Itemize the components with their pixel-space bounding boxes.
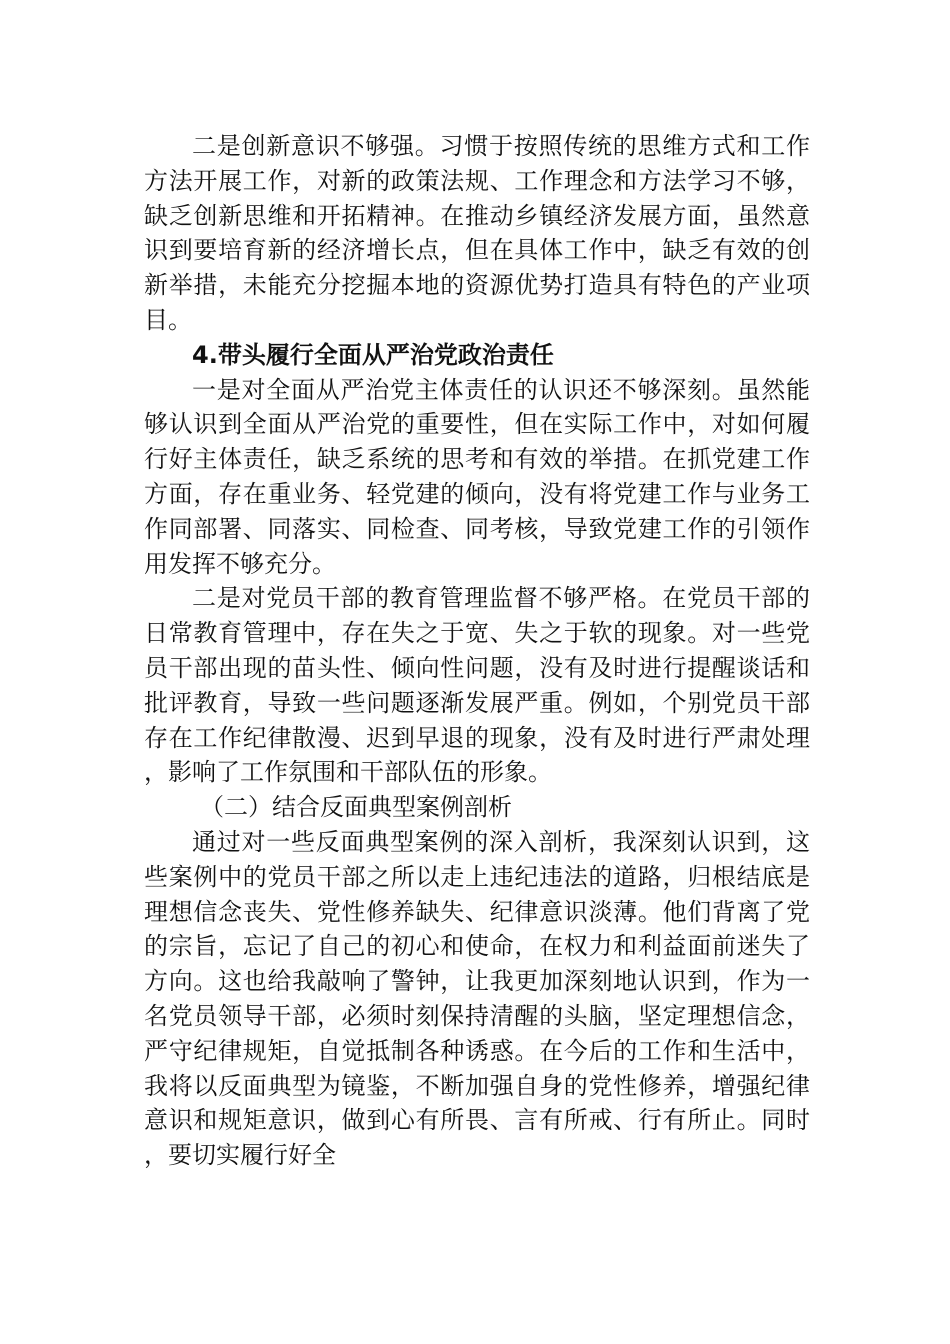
paragraph-main-responsibility: 一是对全面从严治党主体责任的认识还不够深刻。虽然能够认识到全面从严治党的重要性，但在实际工作中，对如何履行好主体责任，缺乏系统的思考和有效的举措。在抓党建工作方面，存在重业务、轻党建的倾向，没有将党建工作与业务工作同部署、同落实、同检查、同考核，导致党建工作的引领作用发挥不够充分。	[144, 375, 810, 578]
section-heading-party-responsibility: 4.带头履行全面从严治党政治责任	[192, 340, 554, 369]
paragraph-innovation-awareness: 二是创新意识不够强。习惯于按照传统的思维方式和工作方法开展工作，对新的政策法规、工作理念和方法学习不够，缺乏创新思维和开拓精神。在推动乡镇经济发展方面，虽然意识到要培育新的经济增长点，但在具体工作中，缺乏有效的创新举措，未能充分挖掘本地的资源优势打造具有特色的产业项目。	[144, 132, 810, 334]
paragraph-case-analysis: 通过对一些反面典型案例的深入剖析，我深刻认识到，这些案例中的党员干部之所以走上违纪违法的道路，归根结底是理想信念丧失、党性修养缺失、纪律意识淡薄。他们背离了党的宗旨，忘记了自己的初心和使命，在权力和利益面前迷失了方向。这也给我敲响了警钟，让我更加深刻地认识到，作为一名党员领导干部，必须时刻保持清醒的头脑，坚定理想信念，严守纪律规矩，自觉抵制各种诱惑。在今后的工作和生活中，我将以反面典型为镜鉴，不断加强自身的党性修养，增强纪律意识和规矩意识，做到心有所畏、言有所戒、行有所止。同时，要切实履行好全	[144, 827, 810, 1170]
document-body	[144, 129, 810, 1173]
paragraph-cadre-supervision: 二是对党员干部的教育管理监督不够严格。在党员干部的日常教育管理中，存在失之于宽、失之于软的现象。对一些党员干部出现的苗头性、倾向性问题，没有及时进行提醒谈话和批评教育，导致一些问题逐渐发展严重。例如，个别党员干部存在工作纪律散漫、迟到早退的现象，没有及时进行严肃处理，影响了工作氛围和干部队伍的形象。	[144, 584, 810, 787]
subsection-heading-case-analysis: （二）结合反面典型案例剖析	[200, 793, 512, 822]
